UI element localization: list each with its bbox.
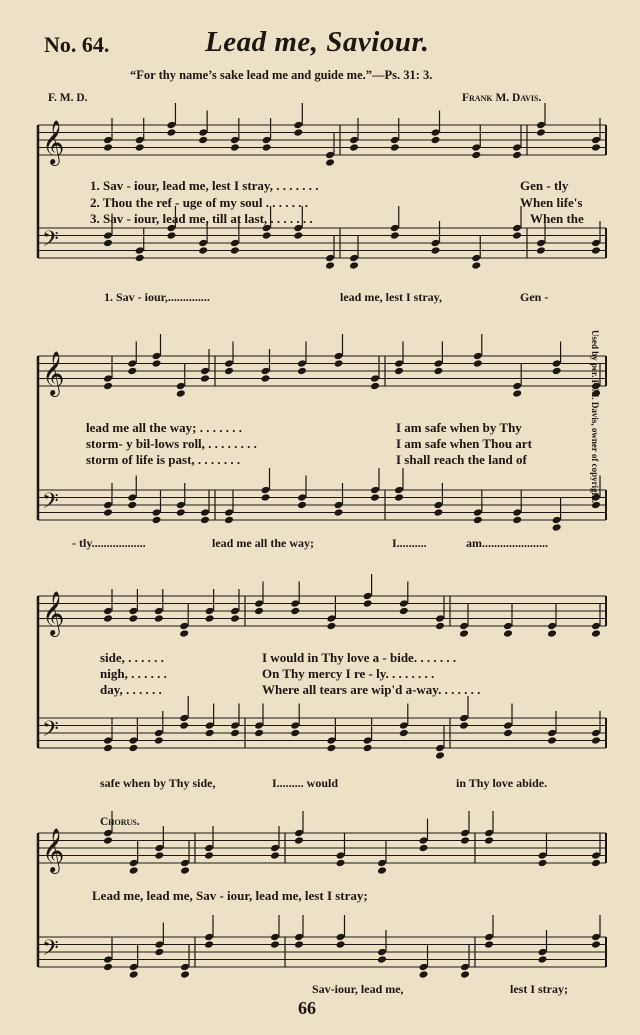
s1-bass-c: Gen - (520, 290, 549, 304)
music-credit: Frank M. Davis. (462, 92, 542, 104)
s2-bass-b: lead me all the way; (212, 536, 314, 550)
s3-bass-c: in Thy love abide. (456, 776, 548, 790)
s1-bass-b: lead me, lest I stray, (340, 290, 442, 304)
s1-verse3: 3. Sav - iour, lead me, till at last, . . . . . . . (90, 211, 313, 226)
s3-bass-b: I......... would (272, 776, 339, 790)
svg-text:𝄢: 𝄢 (42, 936, 59, 966)
s3-line3b: Where all tears are wip'd a-way. . . . . . . (262, 682, 481, 697)
s2-bass-a: - tly.................. (72, 536, 146, 550)
s3-line2a: nigh, . . . . . . (100, 666, 167, 681)
s2-line3b: I shall reach the land of (396, 452, 527, 467)
s1-bass-a: 1. Sav - iour,.............. (104, 290, 210, 304)
words-credit: F. M. D. (48, 92, 88, 104)
clefs (42, 120, 64, 966)
s4-bass-b: lest I stray; (510, 982, 568, 996)
hymn-number: No. 64. (44, 32, 110, 57)
s3-line1a: side, . . . . . . (100, 650, 164, 665)
svg-text:𝄞: 𝄞 (42, 828, 65, 872)
copyright-note: Used by per. F. M. Davis, owner of copyright. (590, 330, 600, 503)
s2-bass-d: am...................... (466, 536, 548, 550)
svg-text:𝄢: 𝄢 (42, 717, 59, 747)
svg-text:𝄞: 𝄞 (42, 120, 65, 164)
s2-bass-c: I.......... (392, 536, 427, 550)
s3-line1b: I would in Thy love a - bide. . . . . . . (262, 650, 457, 665)
s2-line3a: storm of life is past, . . . . . . . (86, 452, 241, 467)
s3-line2b: On Thy mercy I re - ly. . . . . . . . (262, 666, 435, 681)
s2-line1b: I am safe when by Thy (396, 420, 522, 435)
svg-text:𝄞: 𝄞 (42, 351, 65, 395)
epigraph: “For thy name’s sake lead me and guide me.”—Ps. 31: 3. (130, 68, 433, 82)
s3-bass-a: safe when by Thy side, (100, 776, 216, 790)
page-number: 66 (298, 998, 316, 1018)
s1-verse2: 2. Thou the ref - uge of my soul . . . . . . . (90, 195, 308, 210)
s4-line1: Lead me, lead me, Sav - iour, lead me, lest I stray; (92, 888, 368, 903)
s2-line1a: lead me all the way; . . . . . . . (86, 420, 242, 435)
svg-text:𝄢: 𝄢 (42, 227, 59, 257)
s1-verse3-end: When the (530, 211, 584, 226)
s1-verse2-end: When life's (520, 195, 583, 210)
s2-line2b: I am safe when Thou art (396, 436, 532, 451)
s1-verse1: 1. Sav - iour, lead me, lest I stray, . . . . . . . (90, 178, 319, 193)
hymn-title: Lead me, Saviour. (205, 26, 430, 58)
s2-line2a: storm- y bil-lows roll, . . . . . . . . (86, 436, 257, 451)
s3-line3a: day, . . . . . . (100, 682, 162, 697)
chorus-label: Chorus. (100, 816, 140, 828)
s1-verse1-end: Gen - tly (520, 178, 569, 193)
s4-bass-a: Sav-iour, lead me, (312, 982, 404, 996)
svg-text:𝄞: 𝄞 (42, 591, 65, 635)
svg-text:𝄢: 𝄢 (42, 489, 59, 519)
